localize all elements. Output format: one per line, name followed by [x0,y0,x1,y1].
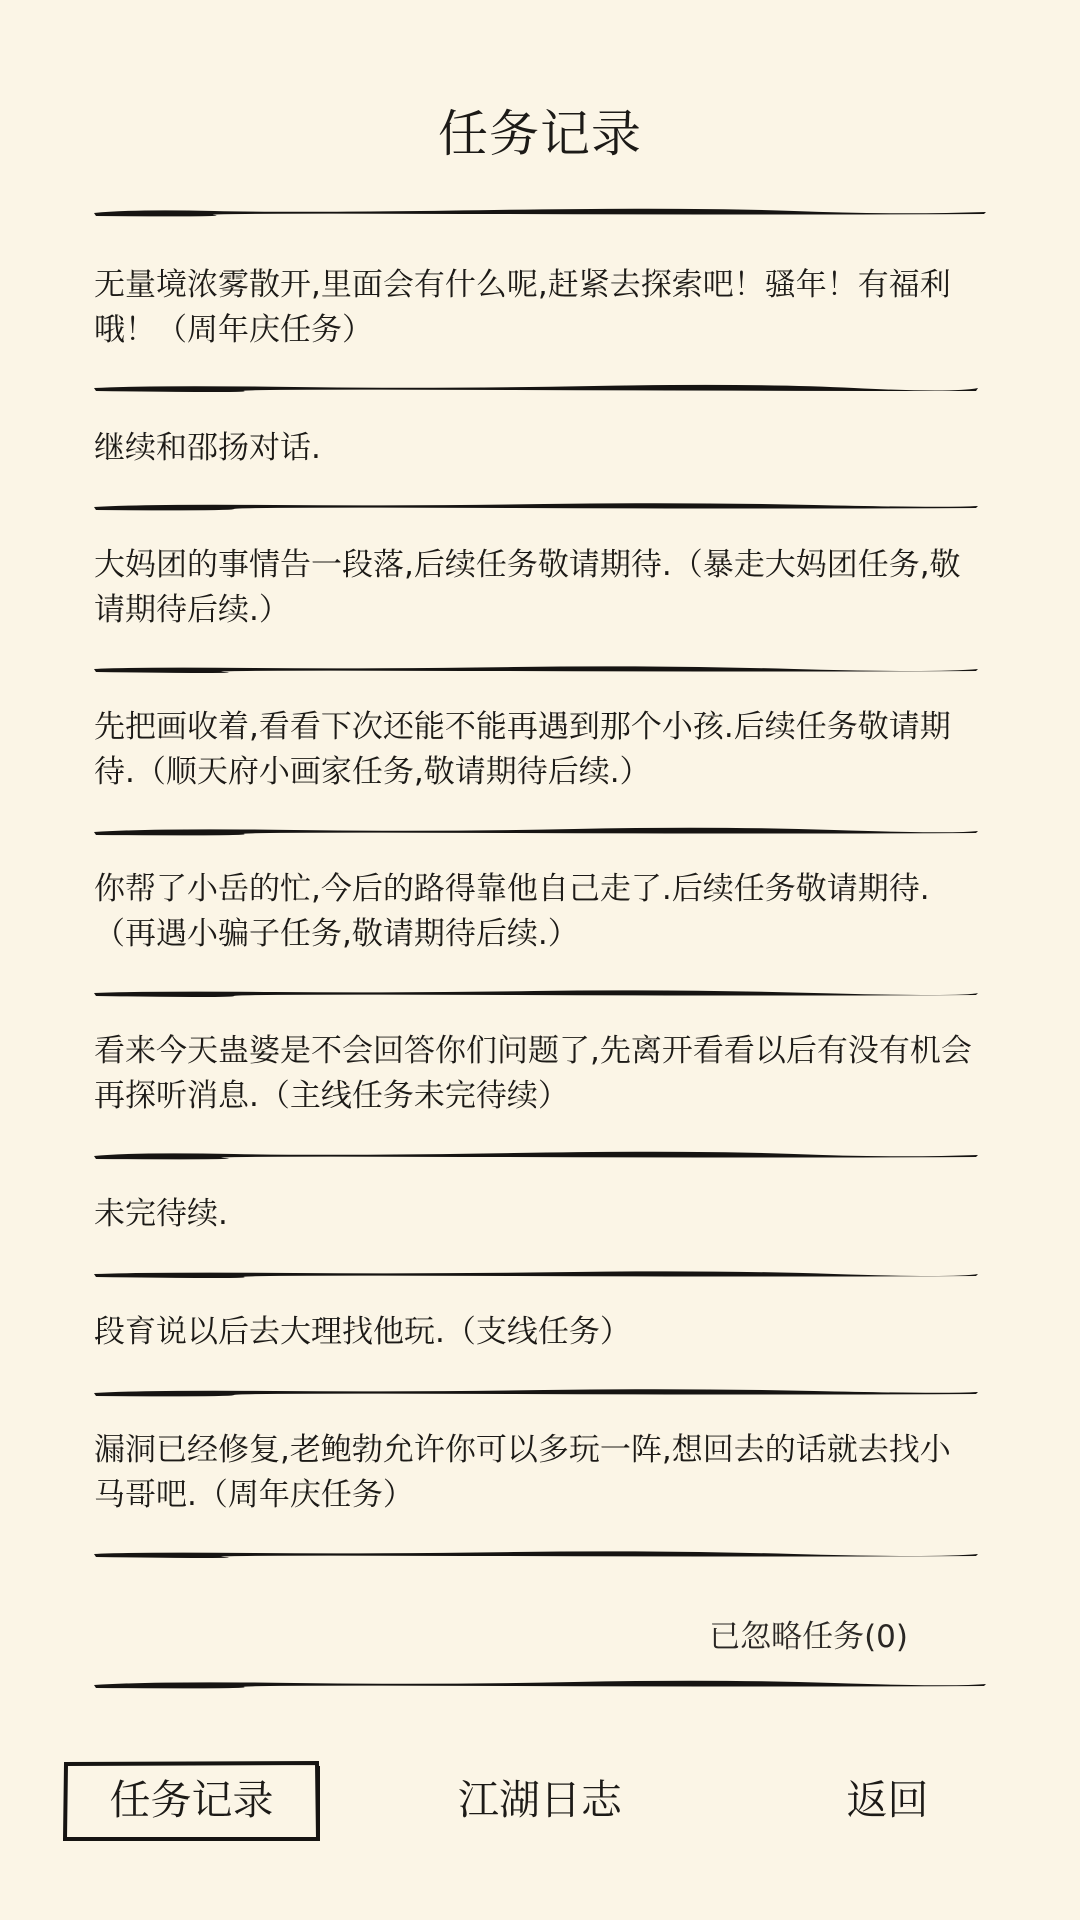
back-button[interactable]: 返回 [846,1776,929,1824]
divider [94,1384,986,1400]
divider [94,204,986,220]
task-entry[interactable]: 看来今天蛊婆是不会回答你们问题了,先离开看看以后有没有机会再探听消息.（主线任务未完待续） [94,1033,972,1114]
tab-task-log-label: 任务记录 [109,1776,274,1824]
divider [94,1147,986,1163]
divider [94,380,986,396]
page-title: 任务记录 [438,105,642,163]
divider [94,661,986,677]
tab-jianghu-journal[interactable]: 江湖日志 [458,1776,622,1824]
ignored-tasks-link[interactable]: 已忽略任务(0) [709,1619,908,1655]
task-entry[interactable]: 段育说以后去大理找他玩.（支线任务） [94,1314,631,1350]
task-entry[interactable]: 未完待续. [94,1196,228,1232]
divider [94,823,986,839]
task-entry[interactable]: 继续和邵扬对话. [94,430,321,466]
divider [94,985,986,1001]
task-entry[interactable]: 你帮了小岳的忙,今后的路得靠他自己走了.后续任务敬请期待.（再遇小骗子任务,敬请期待后续.） [94,871,930,952]
task-entry[interactable]: 先把画收着,看看下次还能不能再遇到那个小孩.后续任务敬请期待.（顺天府小画家任务,敬请期待后续.） [94,709,951,790]
task-entry[interactable]: 大妈团的事情告一段落,后续任务敬请期待.（暴走大妈团任务,敬请期待后续.） [94,547,961,628]
divider [94,1266,986,1282]
task-entry[interactable]: 漏洞已经修复,老鲍勃允许你可以多玩一阵,想回去的话就去找小马哥吧.（周年庆任务） [94,1432,951,1513]
divider [94,1676,986,1692]
divider [94,1546,986,1562]
divider [94,498,986,514]
task-entry[interactable]: 无量境浓雾散开,里面会有什么呢,赶紧去探索吧！骚年！有福利哦！（周年庆任务） [94,267,951,348]
